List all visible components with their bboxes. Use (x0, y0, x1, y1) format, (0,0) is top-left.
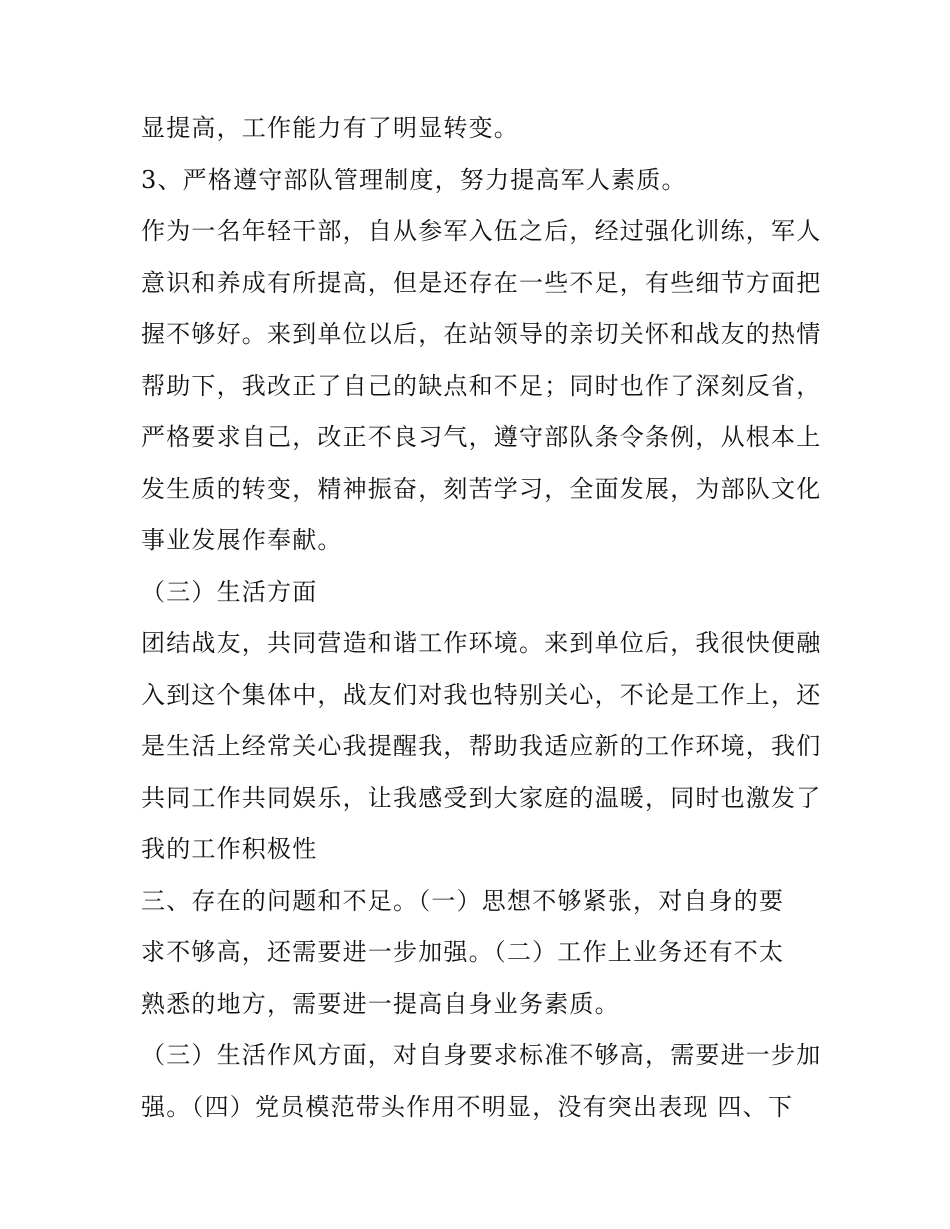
text-line: 求不够高，还需要进一步加强。（二）工作上业务还有不太 (141, 938, 785, 966)
text-line: 我的工作积极性 (141, 835, 318, 863)
section-heading: （三）生活方面 (141, 577, 318, 606)
text-line: 显提高，工作能力有了明显转变。 (141, 114, 519, 142)
text-line: 强。（四）党员模范带头作用不明显，没有突出表现 四、下 (141, 1092, 794, 1121)
text-line: 三、存在的问题和不足。（一）思想不够紧张，对自身的要 (141, 886, 785, 915)
text-line: 帮助下，我改正了自己的缺点和不足；同时也作了深刻反省， (141, 371, 822, 400)
text-line: 团结战友，共同营造和谐工作环境。来到单位后，我很快便融 (141, 629, 822, 657)
text-line: （三）生活作风方面，对自身要求标准不够高，需要进一步加 (141, 1041, 822, 1069)
text-line: 发生质的转变，精神振奋，刻苦学习，全面发展，为部队文化 (141, 474, 822, 503)
text-line: 事业发展作奉献。 (141, 526, 343, 554)
text-line: 意识和养成有所提高，但是还存在一些不足，有些细节方面把 (141, 268, 822, 297)
text-line: 作为一名年轻干部，自从参军入伍之后，经过强化训练，军人 (141, 217, 822, 245)
section-heading: 3、严格遵守部队管理制度，努力提高军人素质。 (141, 165, 687, 194)
text-line: 握不够好。来到单位以后，在站领导的亲切关怀和战友的热情 (141, 320, 822, 348)
text-line: 熟悉的地方，需要进一提高自身业务素质。 (141, 989, 620, 1018)
text-line: 严格要求自己，改正不良习气，遵守部队条令条例，从根本上 (141, 423, 822, 451)
document-body (141, 103, 821, 1133)
text-line: 共同工作共同娱乐，让我感受到大家庭的温暖，同时也激发了 (141, 783, 822, 812)
text-line: 入到这个集体中，战友们对我也特别关心，不论是工作上，还 (141, 680, 822, 709)
text-line: 是生活上经常关心我提醒我，帮助我适应新的工作环境，我们 (141, 732, 822, 760)
